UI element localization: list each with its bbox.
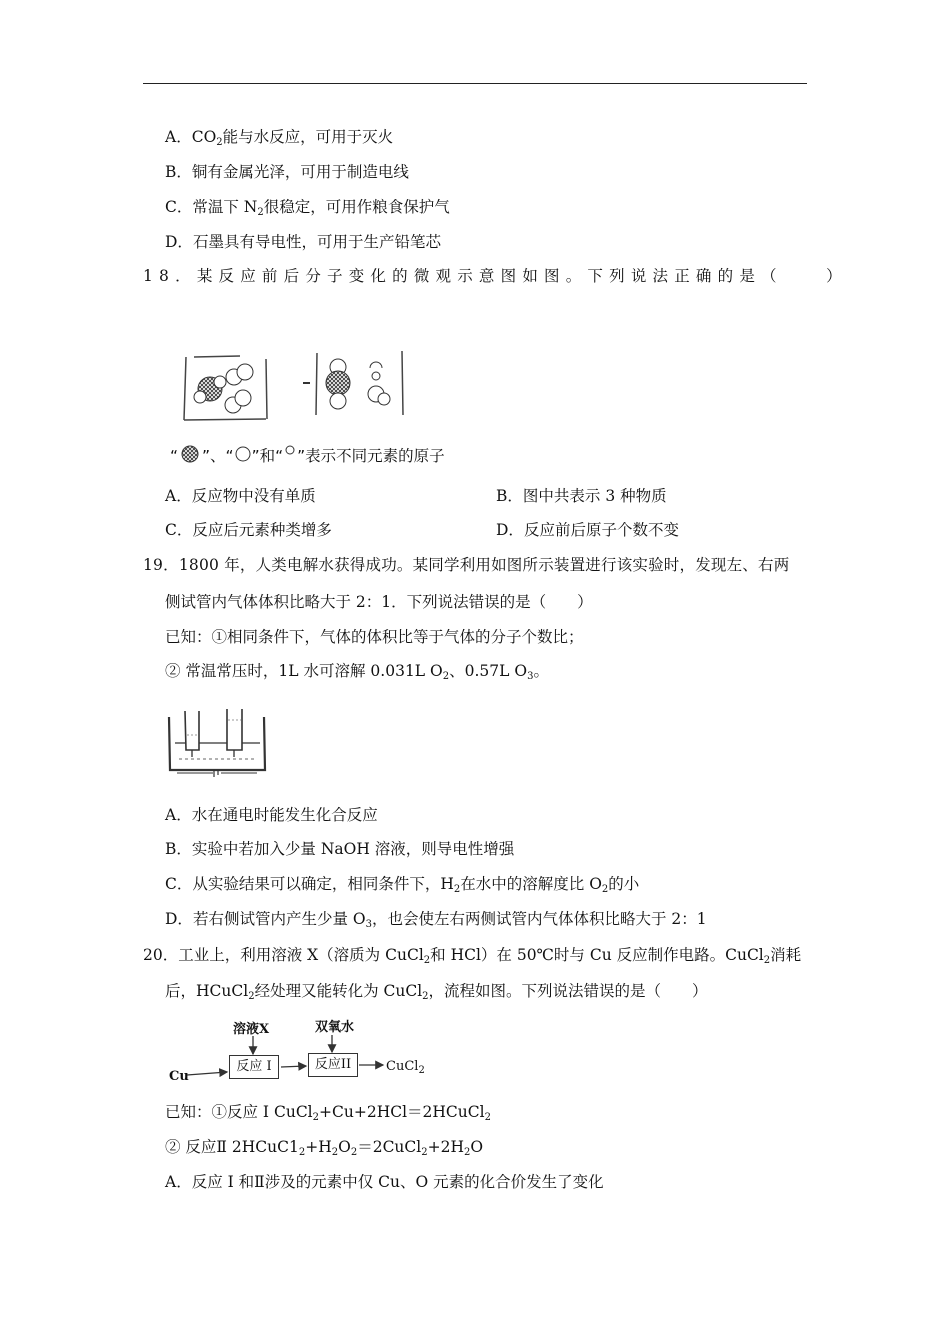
q19-option-b: B．实验中若加入少量 NaOH 溶液，则导电性增强	[165, 840, 515, 858]
header-rule	[143, 83, 807, 84]
q19-known-1: 已知：①相同条件下，气体的体积比等于气体的分子个数比；	[165, 628, 584, 646]
q19-electrolysis-apparatus	[165, 695, 270, 777]
cucl2-product-label: CuCl$_2$	[386, 1059, 425, 1076]
hatched-atom-icon	[178, 445, 202, 463]
q20-known-2: ② 反应Ⅱ $2HCuC1_2+H_2O_2=2CuCl_2+2H_2O$	[165, 1138, 484, 1158]
q20-known-1: 已知：①反应 I CuCl$_2$+Cu+2HCl＝2HCuCl$_2$	[165, 1103, 491, 1123]
q19-option-c: C．从实验结果可以确定，相同条件下，$H_2$在水中的溶解度比 $O_2$的小	[165, 875, 640, 895]
q18-option-c: C．反应后元素种类增多	[165, 521, 332, 539]
flow-arrows	[165, 1015, 435, 1090]
q20-option-a: A．反应 I 和Ⅱ涉及的元素中仅 Cu、O 元素的化合价发生了变化	[165, 1173, 604, 1191]
q20-flow-diagram	[165, 1015, 435, 1090]
q17-option-b: B．铜有金属光泽，可用于制造电线	[165, 163, 409, 181]
q19-known-2: ② 常温常压时，1L 水可溶解 0.031L $O_2$、0.57L $O_3$。	[165, 662, 549, 682]
reactant-box	[184, 356, 267, 420]
small-atom-icon	[283, 443, 297, 461]
reaction2-box: 反应II	[308, 1053, 358, 1077]
q19-option-d: D．若右侧试管内产生少量 $O_3$，也会使左右两侧试管内气体体积比略大于 2：1	[165, 910, 707, 930]
q18-legend: “ ”、“ ”和“ ”表示不同元素的原子	[170, 443, 445, 466]
h2o2-label: 双氧水	[315, 1020, 355, 1035]
q18-option-b: B．图中共表示 3 种物质	[496, 487, 667, 505]
q19-option-a: A．水在通电时能发生化合反应	[165, 806, 378, 824]
solution-x-label: 溶液X	[233, 1022, 270, 1037]
white-atom-icon	[234, 445, 252, 463]
reaction1-box: 反应 I	[229, 1055, 279, 1079]
q18-stem: 18．某反应前后分子变化的微观示意图如图。下列说法正确的是（ ）	[143, 267, 848, 285]
q18-option-d: D．反应前后原子个数不变	[496, 521, 679, 539]
q17-option-c: C．常温下 $N_2$很稳定，可用作粮食保护气	[165, 198, 450, 218]
q19-stem-line2: 侧试管内气体体积比略大于 2：1．下列说法错误的是（ ）	[165, 593, 593, 611]
q20-stem-line2: 后，HCuCl$_2$经处理又能转化为 CuCl$_2$，流程如图。下列说法错误的是（ ）	[165, 982, 708, 1002]
q20-stem-line1: 20．工业上，利用溶液 X（溶质为 CuCl$_2$和 HCl）在 50℃时与 Cu 反应制作电路。CuCl$_2$消耗	[143, 946, 802, 966]
cu-label: Cu	[169, 1069, 189, 1084]
q18-option-a: A．反应物中没有单质	[165, 487, 316, 505]
q17-option-d: D．石墨具有导电性，可用于生产铅笔芯	[165, 233, 441, 251]
q19-stem-line1: 19．1800 年，人类电解水获得成功。某同学利用如图所示装置进行该实验时，发现左、右两	[143, 556, 790, 574]
q17-option-a: A．$CO_2$能与水反应，可用于灭火	[165, 128, 394, 148]
